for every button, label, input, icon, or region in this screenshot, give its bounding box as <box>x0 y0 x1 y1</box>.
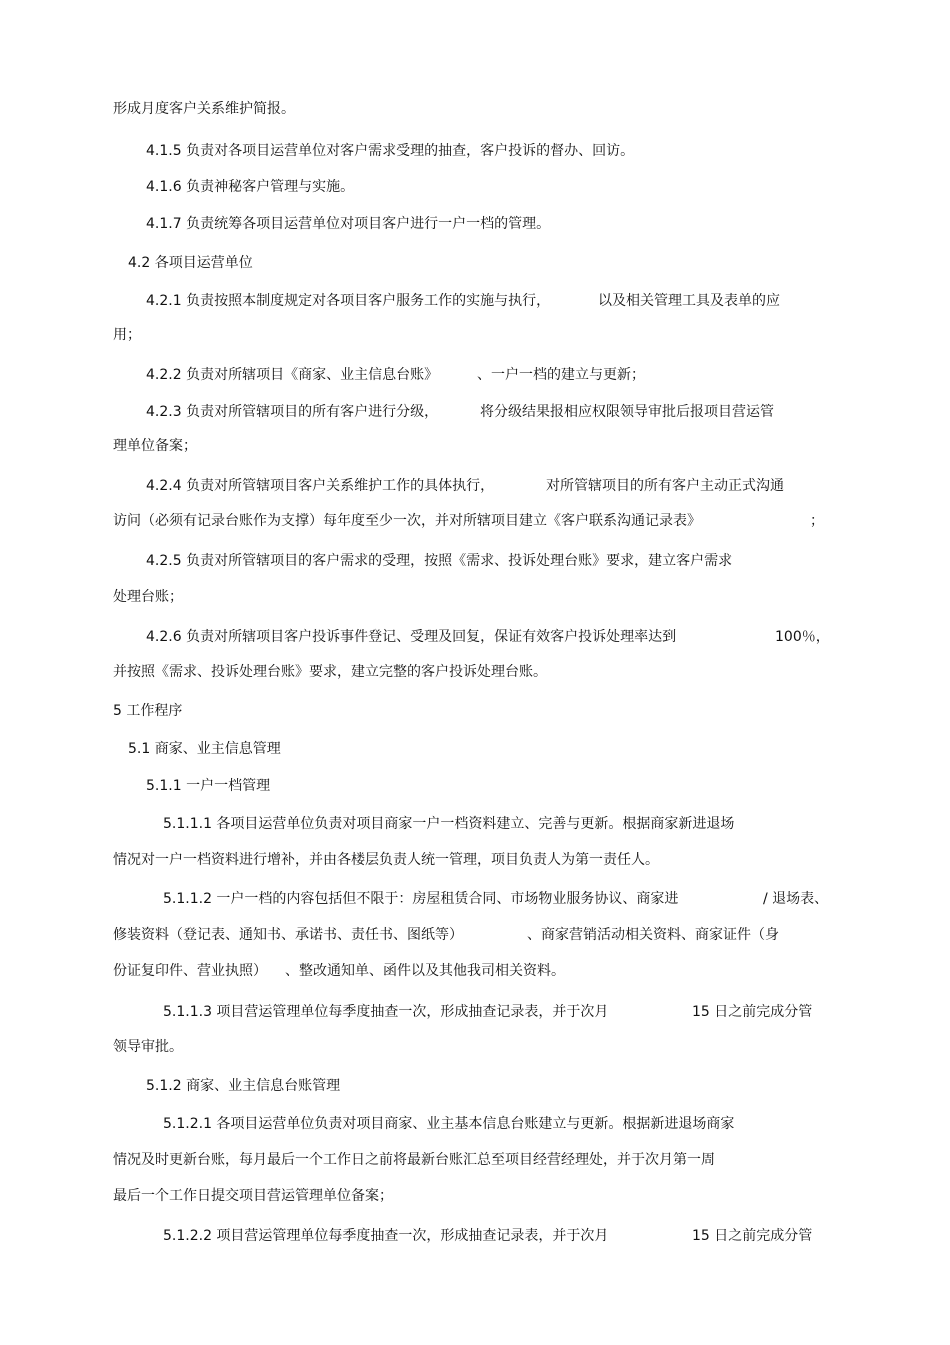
line-text-tail: 、一户一档的建立与更新； <box>477 367 645 383</box>
line-text: 4.1.7 负责统筹各项目运营单位对项目客户进行一户一档的管理。 <box>146 216 551 232</box>
line-text: 5.1.1 一户一档管理 <box>146 778 271 794</box>
line-text: 4.2.3 负责对所管辖项目的所有客户进行分级， <box>146 404 439 420</box>
line-text: 5.1.2.1 各项目运营单位负责对项目商家、业主基本信息台账建立与更新。根据新进退场商家 <box>163 1116 735 1132</box>
line-text-tail: / 退场表、 <box>763 891 829 907</box>
line-text: 访问（必须有记录台账作为支撑）每年度至少一次，并对所辖项目建立《客户联系沟通记录表》 <box>113 513 701 529</box>
line-text: 5.1.2.2 项目营运管理单位每季度抽查一次，形成抽查记录表，并于次月 <box>163 1228 609 1244</box>
line-text-tail: ； <box>810 513 824 529</box>
line-text: 4.2 各项目运营单位 <box>128 255 253 271</box>
line-text: 最后一个工作日提交项目营运管理单位备案； <box>113 1188 393 1204</box>
line-text-tail: 以及相关管理工具及表单的应 <box>598 293 780 309</box>
line-text: 4.1.5 负责对各项目运营单位对客户需求受理的抽查，客户投诉的督办、回访。 <box>146 143 635 159</box>
line-text: 5.1 商家、业主信息管理 <box>128 741 281 757</box>
line-text-tail: 对所管辖项目的所有客户主动正式沟通 <box>546 478 784 494</box>
line-text: 4.2.4 负责对所管辖项目客户关系维护工作的具体执行， <box>146 478 495 494</box>
line-text: 修装资料（登记表、通知书、承诺书、责任书、图纸等） <box>113 927 463 943</box>
line-text-tail: 15 日之前完成分管 <box>692 1004 813 1020</box>
line-text: 形成月度客户关系维护简报。 <box>113 101 295 117</box>
line-text: 4.2.2 负责对所辖项目《商家、业主信息台账》 <box>146 367 439 383</box>
line-text: 5.1.2 商家、业主信息台账管理 <box>146 1078 341 1094</box>
line-text: 5.1.1.1 各项目运营单位负责对项目商家一户一档资料建立、完善与更新。根据商家新进退场 <box>163 816 735 832</box>
line-text: 情况及时更新台账，每月最后一个工作日之前将最新台账汇总至项目经营经理处，并于次月第一周 <box>113 1152 715 1168</box>
line-text-tail: 100％， <box>775 629 830 645</box>
line-text: 份证复印件、营业执照） <box>113 963 267 979</box>
line-text: 4.1.6 负责神秘客户管理与实施。 <box>146 179 355 195</box>
line-text-tail: 15 日之前完成分管 <box>692 1228 813 1244</box>
line-text-tail: 、整改通知单、函件以及其他我司相关资料。 <box>285 963 565 979</box>
line-text: 4.2.6 负责对所辖项目客户投诉事件登记、受理及回复，保证有效客户投诉处理率达到 <box>146 629 677 645</box>
line-text-tail: 将分级结果报相应权限领导审批后报项目营运管 <box>480 404 774 420</box>
line-text: 处理台账； <box>113 589 183 605</box>
line-text: 理单位备案； <box>113 438 197 454</box>
line-text-tail: 、商家营销活动相关资料、商家证件（身 <box>527 927 779 943</box>
line-text: 5.1.1.2 一户一档的内容包括但不限于：房屋租赁合同、市场物业服务协议、商家进 <box>163 891 679 907</box>
line-text: 用； <box>113 327 141 343</box>
line-text: 5.1.1.3 项目营运管理单位每季度抽查一次，形成抽查记录表，并于次月 <box>163 1004 609 1020</box>
line-text: 4.2.5 负责对所管辖项目的客户需求的受理，按照《需求、投诉处理台账》要求，建立客户需求 <box>146 553 733 569</box>
line-text: 情况对一户一档资料进行增补，并由各楼层负责人统一管理，项目负责人为第一责任人。 <box>113 852 659 868</box>
line-text: 并按照《需求、投诉处理台账》要求，建立完整的客户投诉处理台账。 <box>113 664 547 680</box>
line-text: 5 工作程序 <box>113 703 183 719</box>
line-text: 4.2.1 负责按照本制度规定对各项目客户服务工作的实施与执行， <box>146 293 551 309</box>
line-text: 领导审批。 <box>113 1039 183 1055</box>
